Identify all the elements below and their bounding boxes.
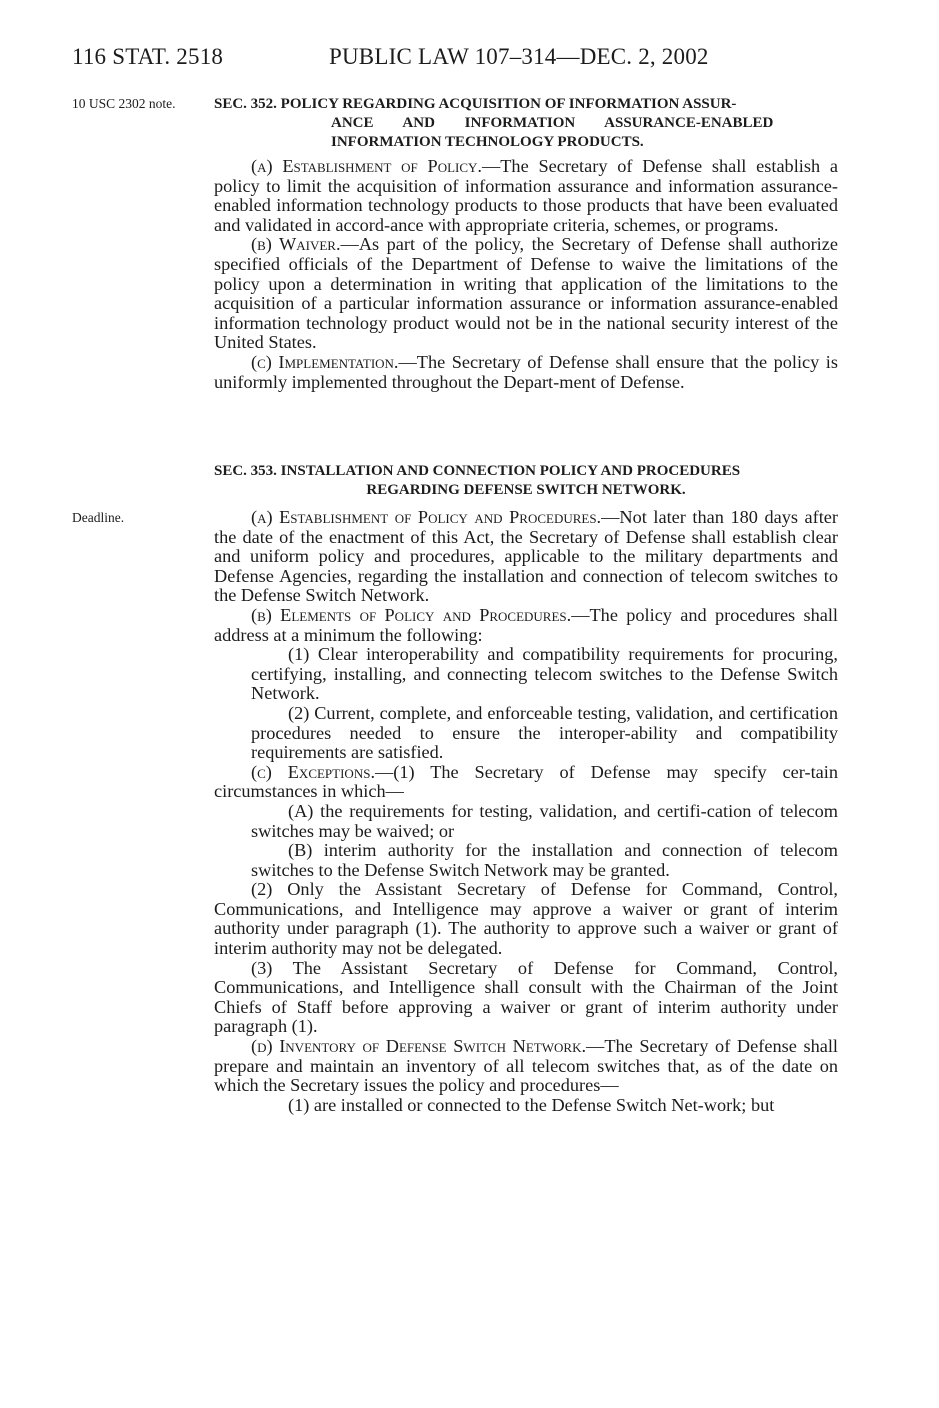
sec-353-heading [214, 462, 838, 500]
sec-353-d-paragraph-1: (1) are installed or connected to the Defense Switch Net-work; but [288, 1094, 775, 1115]
sec-352-c-label: (c) Implementation. [251, 351, 399, 372]
sec-353-b-text: —The policy and procedures shall address at a minimum the following: [214, 604, 839, 645]
sec-353-body [214, 508, 838, 1115]
sec-352-b-text: —As part of the policy, the Secretary of Defense shall authorize specified officials of the Department of Defense to waive the limitations of the policy upon a determination in writing that application of the limitations to the acquisition of a particular information assurance or information assurance-enabled information technology product would not be in the national security interest of the United States. [214, 234, 838, 353]
sec-353-c-subparagraph-b: (B) interim authority for the installation and connection of telecom switches to the Defense Switch Network may be granted. [251, 840, 838, 880]
sec-353-c-paragraph-2: (2) Only the Assistant Secretary of Defense for Command, Control, Communications, and Intelligence may approve a waiver or grant of interim authority under paragraph (1). The authority to approve such a waiver or grant of interim authority may not be delegated. [214, 879, 838, 959]
sec-353-d-label: (d) Inventory of Defense Switch Network. [251, 1036, 587, 1057]
sec-352-a-label: (a) Establishment of Policy. [251, 156, 482, 176]
sec-352-subsection-a [214, 157, 838, 235]
margin-note-usc: 10 USC 2302 note. [72, 96, 176, 111]
public-law-citation: PUBLIC LAW 107–314—DEC. 2, 2002 [329, 44, 709, 69]
sec-353-b-paragraph-2: (2) Current, complete, and enforceable testing, validation, and certification procedures needed to ensure the interoper-ability and compatibility requirements are satisfied. [251, 702, 838, 763]
sec-352-subsection-b [214, 235, 838, 353]
sec-353-c-label: (c) Exceptions. [251, 761, 376, 782]
sec-352-heading-line1: SEC. 352. POLICY REGARDING ACQUISITION OF INFORMATION ASSUR- [214, 96, 737, 112]
sec-353-heading-line2: REGARDING DEFENSE SWITCH NETWORK. [366, 482, 686, 498]
sec-353-subsection-a [214, 508, 838, 606]
sec-352-heading [214, 95, 838, 152]
sec-352-c-text: —The Secretary of Defense shall ensure that the policy is uniformly implemented throughout the Depart-ment of Defense. [214, 351, 839, 392]
sec-353-a-text: —Not later than 180 days after the date of the enactment of this Act, the Secretary of Defense shall establish clear and uniform policy and procedures, applicable to the military departments and Defense Agencies, regarding the installation and connection of telecom switches to the Defense Switch Network. [214, 507, 839, 606]
sec-353-d-text: —The Secretary of Defense shall prepare and maintain an inventory of all telecom switches that, as of the date on which the Secretary issues the policy and procedures— [214, 1036, 838, 1096]
sec-353-a-label: (a) Establishment of Policy and Procedures. [251, 507, 602, 527]
sec-353-b-paragraph-1: (1) Clear interoperability and compatibility requirements for procuring, certifying, installing, and connecting telecom switches to the Defense Switch Network. [251, 644, 838, 704]
sec-352-body [214, 157, 838, 392]
margin-note-deadline: Deadline. [72, 510, 125, 525]
sec-353-subsection-b [214, 606, 838, 645]
sec-353-c-paragraph-3: (3) The Assistant Secretary of Defense for Command, Control, Communications, and Intelligence shall consult with the Chairman of the Joint Chiefs of Staff before approving a waiver or grant of interim authority under paragraph (1). [214, 957, 838, 1037]
sec-352-a-text: —The Secretary of Defense shall establish a policy to limit the acquisition of information assurance and information assurance-enabled information technology products to those products that have been evaluated and validated in accord-ance with appropriate criteria, schemes, or programs. [214, 156, 838, 235]
sec-352-heading-line3: INFORMATION TECHNOLOGY PRODUCTS. [331, 134, 644, 150]
sec-353-subsection-c [214, 763, 838, 802]
sec-352-heading-line2: ANCE AND INFORMATION ASSURANCE-ENABLED [331, 115, 774, 131]
sec-353-c-subparagraph-a: (A) the requirements for testing, validation, and certifi-cation of telecom switches may be waived; or [251, 800, 838, 841]
sec-352-subsection-c [214, 353, 838, 392]
sec-353-heading-line1: SEC. 353. INSTALLATION AND CONNECTION POLICY AND PROCEDURES [214, 463, 741, 479]
sec-353-c-text: —(1) The Secretary of Defense may specify cer-tain circumstances in which— [214, 761, 838, 802]
sec-353-b-label: (b) Elements of Policy and Procedures. [251, 604, 572, 625]
stat-page-number: 116 STAT. 2518 [72, 44, 224, 69]
sec-353-subsection-d [214, 1037, 838, 1096]
sec-352-b-label: (b) Waiver. [251, 234, 341, 255]
